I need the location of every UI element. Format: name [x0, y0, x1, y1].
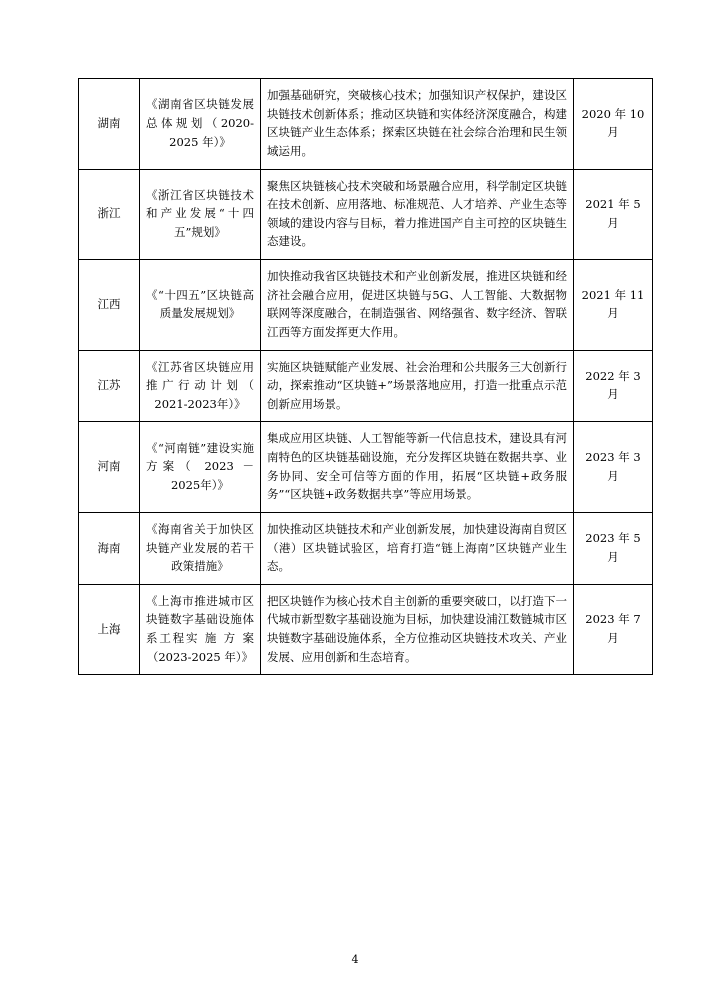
- cell-content: 加快推动区块链技术和产业创新发展，加快建设海南自贸区（港）区块链试验区，培育打造“链上海南”区块链产业生态。: [261, 512, 574, 584]
- table-row: [79, 169, 653, 260]
- cell-policy: 《上海市推进城市区块链数字基础设施体系工程实 施 方 案（2023-2025 年）》: [140, 584, 261, 675]
- table-row: [79, 260, 653, 351]
- table-row: [79, 584, 653, 675]
- cell-policy: 《“十四五”区块链高质量发展规划》: [140, 260, 261, 351]
- table-row: [79, 79, 653, 170]
- table-row: [79, 512, 653, 584]
- cell-policy: 《江苏省区块链应用推广行动计划（ 2021-2023年）》: [140, 350, 261, 422]
- cell-content: 加快推动我省区块链技术和产业创新发展，推进区块链和经济社会融合应用，促进区块链与5G、人工智能、大数据物联网等深度融合，在制造强省、网络强省、数字经济、智联江西等方面发挥更大作用。: [261, 260, 574, 351]
- table-row: [79, 350, 653, 422]
- cell-date: 2021 年 5 月: [574, 169, 653, 260]
- cell-region: 江西: [79, 260, 140, 351]
- cell-date: 2023 年 5 月: [574, 512, 653, 584]
- cell-content: 聚焦区块链核心技术突破和场景融合应用，科学制定区块链在技术创新、应用落地、标准规范、人才培养、产业生态等领域的建设内容与目标，着力推进国产自主可控的区块链生态建设。: [261, 169, 574, 260]
- cell-policy: 《“河南链”建设实施方案（ 2023 － 2025年）》: [140, 422, 261, 513]
- cell-region: 湖南: [79, 79, 140, 170]
- cell-region: 河南: [79, 422, 140, 513]
- table-row: [79, 422, 653, 513]
- cell-content: 把区块链作为核心技术自主创新的重要突破口，以打造下一代城市新型数字基础设施为目标，加快建设浦江数链城市区块链数字基础设施体系，全方位推动区块链技术攻关、产业发展、应用创新和生态培育。: [261, 584, 574, 675]
- page-number: 4: [351, 953, 359, 966]
- cell-policy: 《浙江省区块链技术和产业发展“十四五”规划》: [140, 169, 261, 260]
- policy-table: [78, 78, 653, 675]
- cell-region: 江苏: [79, 350, 140, 422]
- cell-date: 2023 年 3 月: [574, 422, 653, 513]
- cell-policy: 《海南省关于加快区块链产业发展的若干政策措施》: [140, 512, 261, 584]
- cell-policy: 《湖南省区块链发展总体规划（2020-2025 年）》: [140, 79, 261, 170]
- cell-content: 加强基础研究，突破核心技术；加强知识产权保护，建设区块链技术创新体系；推动区块链和实体经济深度融合，构建区块链产业生态体系；探索区块链在社会综合治理和民生领域运用。: [261, 79, 574, 170]
- cell-date: 2023 年 7 月: [574, 584, 653, 675]
- cell-date: 2022 年 3 月: [574, 350, 653, 422]
- cell-region: 浙江: [79, 169, 140, 260]
- cell-region: 上海: [79, 584, 140, 675]
- cell-region: 海南: [79, 512, 140, 584]
- policy-table-body: [79, 79, 653, 675]
- cell-date: 2021 年 11 月: [574, 260, 653, 351]
- cell-content: 实施区块链赋能产业发展、社会治理和公共服务三大创新行动，探索推动“区块链+”场景落地应用，打造一批重点示范创新应用场景。: [261, 350, 574, 422]
- cell-date: 2020 年 10 月: [574, 79, 653, 170]
- cell-content: 集成应用区块链、人工智能等新一代信息技术，建设具有河南特色的区块链基础设施，充分发挥区块链在数据共享、业务协同、安全可信等方面的作用，拓展“区块链+政务服务”“区块链+政务数据共享”等应用场景。: [261, 422, 574, 513]
